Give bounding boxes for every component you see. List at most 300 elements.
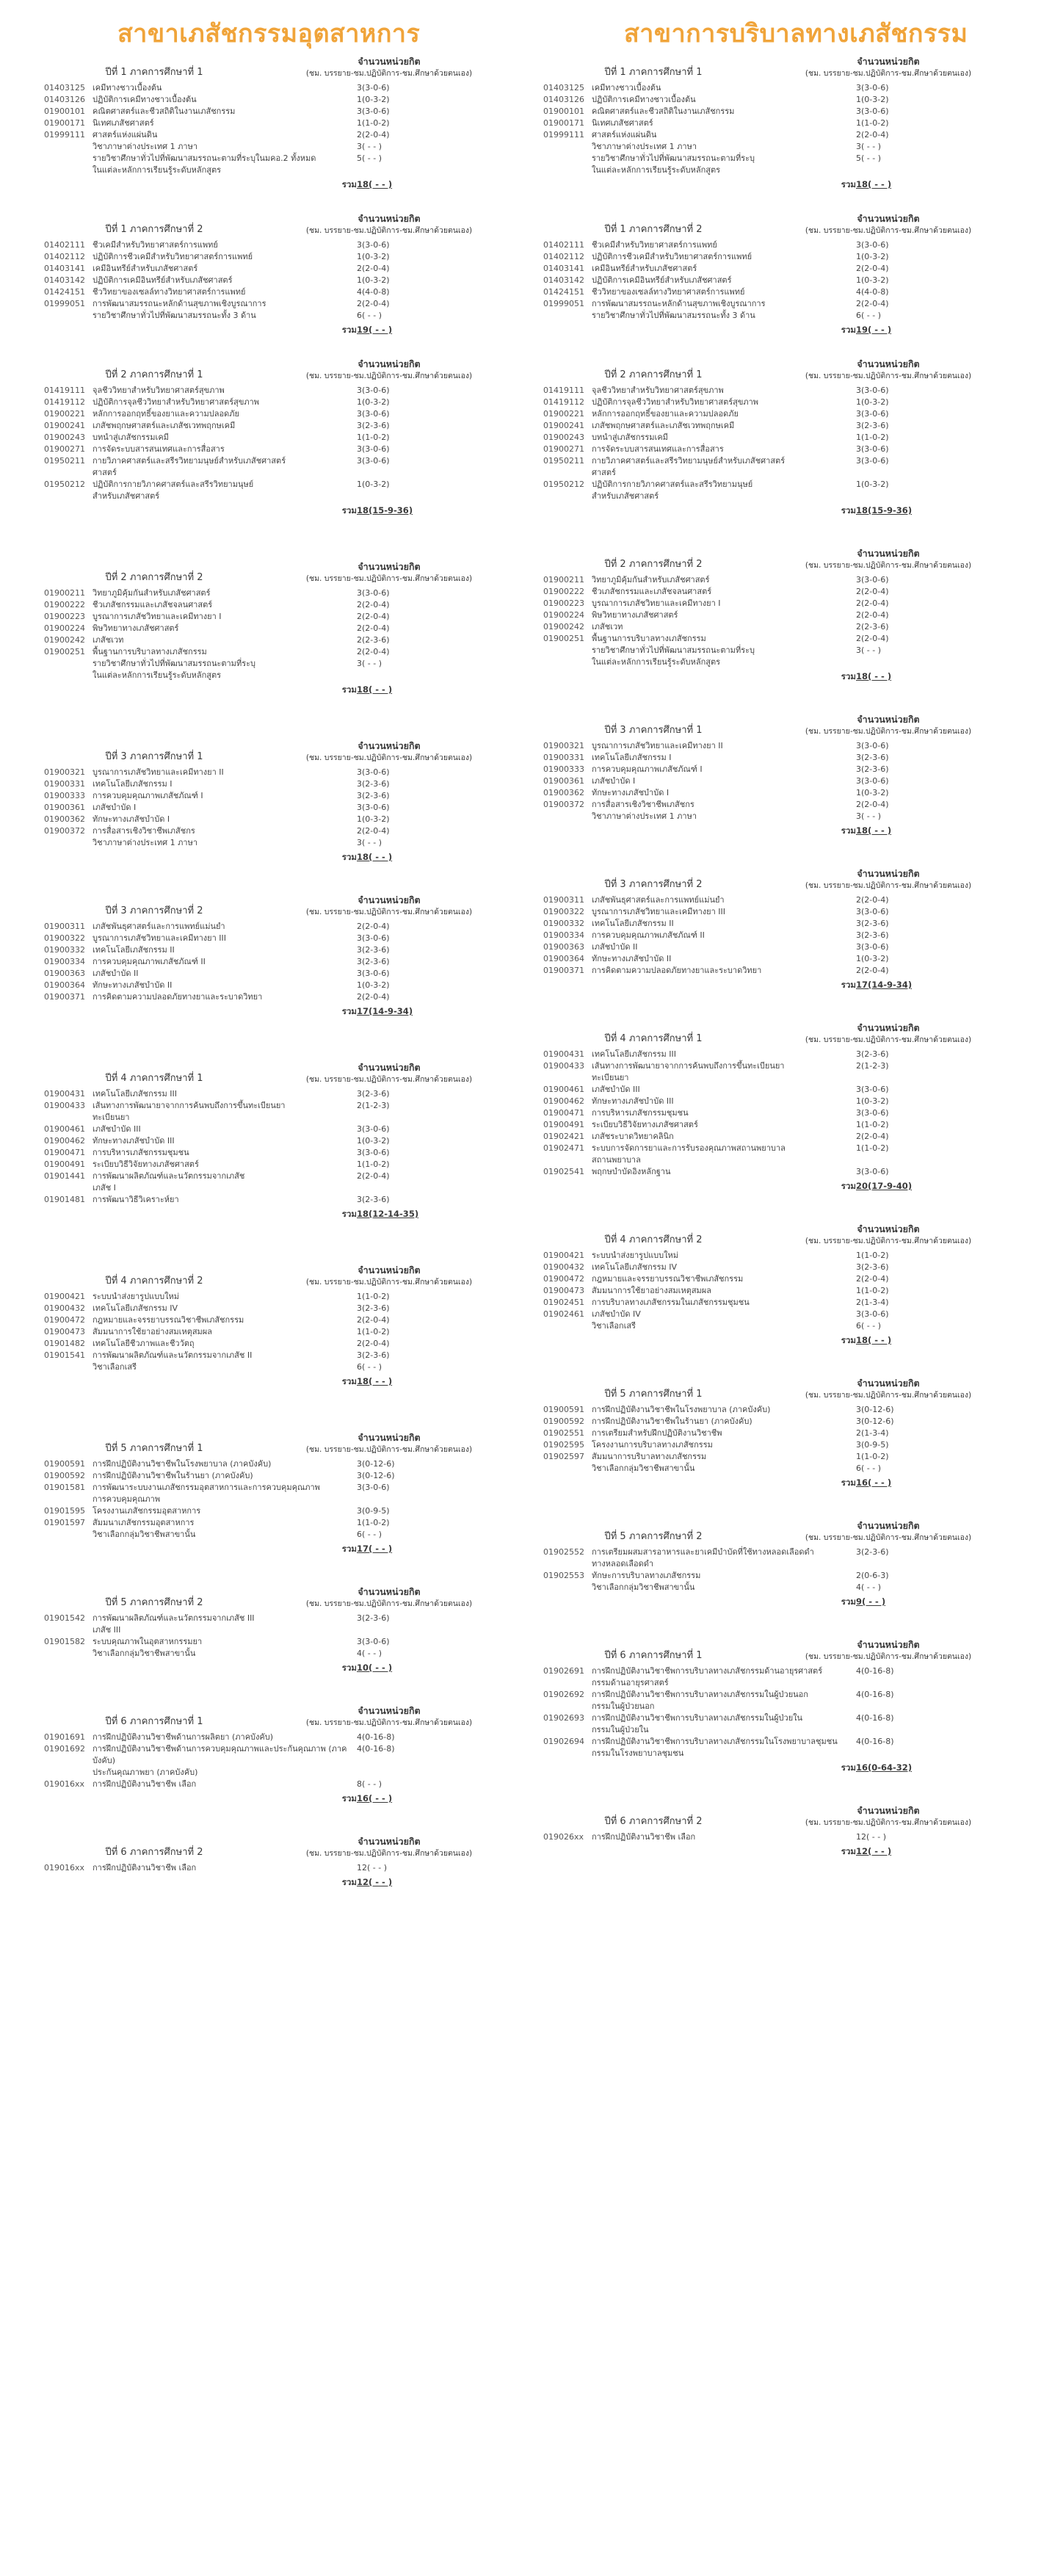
course-name: บูรณาการเภสัชวิทยาและเคมีทางยา II xyxy=(592,741,723,750)
course-name: เภสัชบำบัด I xyxy=(93,803,137,812)
course-credits: 2(2-0-4) xyxy=(856,299,889,308)
course-row xyxy=(543,164,1013,176)
section-spacer xyxy=(543,1347,1013,1376)
course-credits xyxy=(357,164,445,176)
semester-block xyxy=(543,211,1013,336)
course-row xyxy=(44,1529,514,1541)
course-row xyxy=(44,1648,514,1660)
course-row xyxy=(44,1779,514,1790)
course-name: การฝึกปฏิบัติงานวิชาชีพการบริบาลทางเภสัชกรรมในผู้ป่วยนอก xyxy=(592,1690,808,1699)
course-name: วิชาภาษาต่างประเทศ 1 ภาษา xyxy=(592,142,697,151)
course-code: 01900333 xyxy=(44,791,85,800)
semester-title: ปีที่ 6 ภาคการศึกษาที่ 1 xyxy=(604,1650,703,1661)
semester-block xyxy=(543,1376,1013,1489)
total-value: 10( - - ) xyxy=(357,1663,393,1673)
course-name: ปฏิบัติการเคมีอินทรีย์สำหรับเภสัชศาสตร์ xyxy=(93,275,233,285)
course-row xyxy=(543,432,1013,444)
course-credits: 4(0-16-8) xyxy=(357,1744,395,1754)
course-credits: 2(2-0-4) xyxy=(357,826,390,836)
course-name: ระบบนำส่งยารูปแบบใหม่ xyxy=(93,1292,180,1301)
semester-title: ปีที่ 5 ภาคการศึกษาที่ 1 xyxy=(604,1389,703,1400)
course-row xyxy=(543,965,1013,977)
course-name: การพัฒนาสมรรถนะหลักด้านสุขภาพเชิงบูรณาการ xyxy=(592,299,766,308)
course-code: 01900433 xyxy=(44,1101,85,1110)
semester-total xyxy=(44,683,514,696)
course-code: 01900491 xyxy=(543,1120,584,1129)
course-credits xyxy=(357,1182,445,1194)
section-spacer xyxy=(543,1608,1013,1638)
total-label: รวม xyxy=(841,671,856,681)
credit-header-label: จำนวนหน่วยกิต xyxy=(358,1586,421,1597)
course-code: 019026xx xyxy=(543,1832,584,1842)
course-row xyxy=(543,1546,1013,1558)
course-name: ปฏิบัติการชีวเคมีสำหรับวิทยาศาสตร์การแพทย์ xyxy=(93,252,253,261)
total-label: รวม xyxy=(841,825,856,836)
course-name: ประกันคุณภาพยา (ภาคบังคับ) xyxy=(93,1768,198,1777)
course-row xyxy=(44,1361,514,1373)
credit-header xyxy=(264,1586,514,1610)
course-row xyxy=(44,1470,514,1482)
course-name: เคมีอินทรีย์สำหรับเภสัชศาสตร์ xyxy=(592,264,697,273)
course-code: 01902471 xyxy=(543,1143,584,1153)
credit-header-label: จำนวนหน่วยกิต xyxy=(358,358,421,369)
course-credits: 3(3-0-6) xyxy=(357,456,390,466)
course-name: เทคโนโลยีเภสัชกรรม III xyxy=(592,1049,677,1059)
semester-header xyxy=(543,1376,1013,1404)
course-name: กรรมในผู้ป่วยใน xyxy=(592,1725,649,1734)
course-name: รายวิชาศึกษาทั่วไปที่พัฒนาสมรรถนะตามที่ระบุในมคอ.2 ทั้งหมด xyxy=(93,153,316,163)
course-row xyxy=(44,1182,514,1194)
course-row xyxy=(543,1404,1013,1416)
total-value: 17( - - ) xyxy=(357,1544,393,1554)
semester-title: ปีที่ 1 ภาคการศึกษาที่ 1 xyxy=(604,67,703,78)
course-credits: 4( - - ) xyxy=(856,1582,882,1592)
credit-header-note: (ชม. บรรยาย-ชม.ปฏิบัติการ-ชม.ศึกษาด้วยตนเอง) xyxy=(305,574,473,583)
section-spacer xyxy=(44,1220,514,1263)
credit-header-note: (ชม. บรรยาย-ชม.ปฏิบัติการ-ชม.ศึกษาด้วยตนเอง) xyxy=(805,1391,972,1400)
semester-block xyxy=(44,1834,514,1889)
course-name: การฝึกปฏิบัติงานวิชาชีพ เลือก xyxy=(93,1863,197,1873)
course-name: เทคโนโลยีเภสัชกรรม IV xyxy=(93,1303,178,1313)
course-credits: 6( - - ) xyxy=(357,1530,382,1539)
course-code: 01900333 xyxy=(543,764,584,774)
course-row xyxy=(44,1338,514,1350)
credit-header-label: จำนวนหน่วยกิต xyxy=(358,213,421,224)
course-row xyxy=(44,814,514,825)
semester-block xyxy=(543,1638,1013,1774)
credit-header-label: จำนวนหน่วยกิต xyxy=(358,1432,421,1443)
semester-total xyxy=(543,978,1013,991)
credit-header-note: (ชม. บรรยาย-ชม.ปฏิบัติการ-ชม.ศึกษาด้วยตนเอง) xyxy=(305,372,473,380)
course-name: การควบคุมคุณภาพเภสัชภัณฑ์ I xyxy=(592,764,703,774)
course-row xyxy=(543,106,1013,117)
course-code xyxy=(543,1463,592,1475)
credit-header-note: (ชม. บรรยาย-ชม.ปฏิบัติการ-ชม.ศึกษาด้วยตนเอง) xyxy=(805,881,972,890)
course-code: 01900222 xyxy=(543,587,584,596)
course-credits xyxy=(357,467,445,479)
total-value: 18(15-9-36) xyxy=(357,505,413,515)
semester-title: ปีที่ 1 ภาคการศึกษาที่ 1 xyxy=(105,67,203,78)
course-credits: 2(1-2-3) xyxy=(357,1101,390,1110)
course-code: 01900224 xyxy=(543,610,584,620)
course-name: วิชาภาษาต่างประเทศ 1 ภาษา xyxy=(592,811,697,821)
course-code: 01900591 xyxy=(543,1405,584,1414)
semester-total xyxy=(44,1207,514,1220)
total-label: รวม xyxy=(341,684,357,695)
course-name: การควบคุมคุณภาพ xyxy=(93,1494,161,1504)
course-row xyxy=(44,1505,514,1517)
course-name: พฤกษบำบัดอิงหลักฐาน xyxy=(592,1167,671,1176)
credit-header xyxy=(763,1805,1013,1828)
section-spacer xyxy=(44,517,514,560)
semester-header xyxy=(543,357,1013,385)
credit-header xyxy=(763,1022,1013,1046)
section-spacer xyxy=(543,837,1013,866)
course-code xyxy=(44,1112,93,1124)
course-row xyxy=(44,298,514,310)
semester-total xyxy=(543,1595,1013,1608)
credit-header-note: (ชม. บรรยาย-ชม.ปฏิบัติการ-ชม.ศึกษาด้วยตนเอง) xyxy=(805,1237,972,1245)
course-credits: 1(1-0-2) xyxy=(357,1518,390,1527)
semester-block xyxy=(543,357,1013,517)
course-row xyxy=(44,82,514,94)
credit-header-label: จำนวนหน่วยกิต xyxy=(857,1805,920,1816)
course-credits: 2(2-0-4) xyxy=(357,1339,390,1348)
course-row xyxy=(543,811,1013,822)
course-code: 01900311 xyxy=(44,922,85,931)
course-row xyxy=(543,408,1013,420)
course-row xyxy=(44,1100,514,1112)
course-credits: 3(3-0-6) xyxy=(856,907,889,916)
course-code: 01900433 xyxy=(543,1061,584,1071)
course-name: คณิตศาสตร์และชีวสถิติในงานเภสัชกรรม xyxy=(592,106,735,116)
course-name: เภสัชบำบัด IV xyxy=(592,1309,641,1319)
course-credits: 3(3-0-6) xyxy=(856,456,889,466)
course-credits: 4(0-16-8) xyxy=(856,1713,894,1723)
course-code: 01403141 xyxy=(543,264,584,273)
course-code xyxy=(44,1648,93,1660)
course-name: หลักการออกฤทธิ์ของยาและความปลอดภัย xyxy=(592,409,739,419)
course-row xyxy=(543,1285,1013,1297)
course-code: 01402111 xyxy=(543,240,584,250)
course-credits: 2(2-3-6) xyxy=(357,635,390,645)
course-name: ทางหลอดเลือดดำ xyxy=(592,1559,654,1569)
course-credits: 1(0-3-2) xyxy=(856,275,889,285)
credit-header-label: จำนวนหน่วยกิต xyxy=(857,213,920,224)
course-name: ศาสตร์ xyxy=(592,468,616,477)
course-credits: 3(2-3-6) xyxy=(357,945,390,955)
course-name: วิชาเลือกกลุ่มวิชาชีพสาขานั้น xyxy=(93,1530,196,1539)
course-row xyxy=(543,953,1013,965)
total-label: รวม xyxy=(341,1663,357,1673)
course-name: เทคโนโลยีชีวภาพและชีววัตถุ xyxy=(93,1339,195,1348)
course-row xyxy=(44,455,514,467)
course-credits: 1(0-3-2) xyxy=(856,252,889,261)
course-credits xyxy=(856,1072,944,1084)
course-name: เภสัชเวท xyxy=(93,635,124,645)
credit-header-label: จำนวนหน่วยกิต xyxy=(857,1520,920,1531)
course-name: เภสัชบำบัด I xyxy=(592,776,636,786)
semester-header xyxy=(44,1834,514,1862)
course-name: การจัดระบบสารสนเทศและการสื่อสาร xyxy=(592,444,724,454)
course-row xyxy=(543,1273,1013,1285)
semester-title: ปีที่ 3 ภาคการศึกษาที่ 1 xyxy=(604,725,703,736)
course-name: วิทยาภูมิคุ้มกันสำหรับเภสัชศาสตร์ xyxy=(592,575,710,585)
course-row xyxy=(44,1194,514,1206)
course-row xyxy=(543,787,1013,799)
course-credits: 3( - - ) xyxy=(357,659,382,668)
course-row xyxy=(44,1171,514,1182)
course-credits xyxy=(856,164,944,176)
course-name: วิชาเลือกกลุ่มวิชาชีพสาขานั้น xyxy=(592,1464,695,1473)
course-name: ระบบการจัดการยาและการรับรองคุณภาพสถานพยาบาล xyxy=(592,1143,786,1153)
course-row xyxy=(44,1124,514,1135)
course-code: 01900171 xyxy=(44,118,85,128)
semester-block xyxy=(543,1519,1013,1608)
course-code: 01900332 xyxy=(44,945,85,955)
course-code xyxy=(543,1154,592,1166)
course-name: โครงงานเภสัชกรรมอุตสาหการ xyxy=(93,1506,201,1516)
course-credits: 1(1-0-2) xyxy=(357,1292,390,1301)
course-code xyxy=(44,1182,93,1194)
course-row xyxy=(44,1458,514,1470)
course-name: ทักษะทางเภสัชบำบัด III xyxy=(93,1136,175,1146)
course-name: การเตรียมสำหรับฝึกปฏิบัติงานวิชาชีพ xyxy=(592,1428,722,1438)
course-credits: 8( - - ) xyxy=(357,1779,382,1789)
semester-block xyxy=(543,866,1013,991)
semester-header xyxy=(543,1638,1013,1665)
course-credits: 3(3-0-6) xyxy=(856,942,889,952)
course-code: 01900364 xyxy=(44,980,85,990)
total-value: 19( - - ) xyxy=(856,325,892,335)
course-name: การคิดตามความปลอดภัยทางยาและระบาดวิทยา xyxy=(592,966,762,975)
course-code: 01900432 xyxy=(543,1262,584,1272)
course-code: 01900223 xyxy=(44,612,85,621)
course-code: 01402112 xyxy=(44,252,85,261)
course-name: การฝึกปฏิบัติงานวิชาชีพในร้านยา (ภาคบังคับ) xyxy=(93,1471,253,1480)
course-row xyxy=(543,894,1013,906)
course-name: ในแต่ละหลักการเรียนรู้ระดับหลักสูตร xyxy=(592,657,721,667)
course-name: วิชาเลือกกลุ่มวิชาชีพสาขานั้น xyxy=(93,1649,196,1658)
semester-title: ปีที่ 3 ภาคการศึกษาที่ 1 xyxy=(105,751,203,762)
semester-total xyxy=(543,1334,1013,1347)
course-name: เทคโนโลยีเภสัชกรรม I xyxy=(592,753,672,762)
section-spacer xyxy=(44,864,514,893)
course-name: ปฏิบัติการเคมีอินทรีย์สำหรับเภสัชศาสตร์ xyxy=(592,275,732,285)
credit-header-note: (ชม. บรรยาย-ชม.ปฏิบัติการ-ชม.ศึกษาด้วยตนเอง) xyxy=(805,1652,972,1661)
course-row xyxy=(543,1143,1013,1154)
course-name: เทคโนโลยีเภสัชกรรม IV xyxy=(592,1262,678,1272)
section-spacer xyxy=(543,683,1013,712)
course-code: 01900311 xyxy=(543,895,584,905)
course-name: การคิดตามความปลอดภัยทางยาและระบาดวิทยา xyxy=(93,992,263,1002)
course-credits: 2(2-0-4) xyxy=(357,1171,390,1181)
course-name: ระบบคุณภาพในอุตสาหกรรมยา xyxy=(93,1637,203,1646)
industrial-pharmacy-column xyxy=(44,0,514,1909)
credit-header-label: จำนวนหน่วยกิต xyxy=(857,358,920,369)
section-spacer xyxy=(543,517,1013,546)
course-credits: 2(2-0-4) xyxy=(357,623,390,633)
course-code xyxy=(44,491,93,502)
course-name: การบริหารเภสัชกรรมชุมชน xyxy=(592,1108,689,1118)
course-code: 01902693 xyxy=(543,1713,584,1723)
course-name: การฝึกปฏิบัติงานวิชาชีพในโรงพยาบาล (ภาคบังคับ) xyxy=(93,1459,272,1469)
course-credits: 1(0-3-2) xyxy=(357,95,390,104)
course-row xyxy=(543,286,1013,298)
course-code: 01900462 xyxy=(44,1136,85,1146)
course-row xyxy=(543,1701,1013,1712)
course-code: 01403125 xyxy=(543,83,584,93)
course-name: เภสัช I xyxy=(93,1183,116,1193)
course-name: กรรมในผู้ป่วยนอก xyxy=(592,1701,655,1711)
course-credits: 3(2-3-6) xyxy=(856,1547,889,1557)
course-name: นิเทศเภสัชศาสตร์ xyxy=(592,118,653,128)
total-value: 16( - - ) xyxy=(357,1793,393,1803)
course-credits xyxy=(856,1154,944,1166)
course-credits: 1(1-0-2) xyxy=(856,118,889,128)
course-name: ปฏิบัติการกายวิภาคศาสตร์และสรีรวิทยามนุษย์ xyxy=(592,480,753,489)
credit-header-label: จำนวนหน่วยกิต xyxy=(358,1062,421,1073)
section-spacer xyxy=(543,336,1013,357)
course-credits: 6( - - ) xyxy=(856,1321,882,1331)
course-row xyxy=(543,82,1013,94)
course-code: 01900471 xyxy=(543,1108,584,1118)
course-code: 01900271 xyxy=(44,444,85,454)
course-code xyxy=(543,811,592,822)
course-credits: 3(2-3-6) xyxy=(856,753,889,762)
course-name: เภสัชระบาดวิทยาคลินิก xyxy=(592,1132,674,1141)
course-credits: 1(1-0-2) xyxy=(856,1286,889,1295)
section-spacer xyxy=(543,991,1013,1021)
course-row xyxy=(543,906,1013,918)
program-title: สาขาการบริบาลทางเภสัชกรรม xyxy=(624,19,968,48)
course-code xyxy=(543,1724,592,1736)
course-code xyxy=(543,164,592,176)
total-value: 18(15-9-36) xyxy=(856,505,913,515)
course-name: บูรณาการเภสัชวิทยาและเคมีทางยา I xyxy=(592,598,721,608)
semester-title: ปีที่ 5 ภาคการศึกษาที่ 1 xyxy=(105,1443,203,1454)
course-name: การพัฒนาสมรรถนะหลักด้านสุขภาพเชิงบูรณาการ xyxy=(93,299,266,308)
course-name: กรรมด้านอายุรศาสตร์ xyxy=(592,1678,669,1687)
semester-total xyxy=(44,323,514,336)
course-row xyxy=(44,397,514,408)
section-spacer xyxy=(44,1388,514,1430)
course-code: 01900372 xyxy=(44,826,85,836)
course-code: 01901692 xyxy=(44,1744,85,1754)
course-row xyxy=(44,623,514,634)
course-code: 019016xx xyxy=(44,1863,85,1873)
semester-total xyxy=(44,178,514,191)
total-value: 18( - - ) xyxy=(856,1335,892,1345)
course-name: ทักษะทางเภสัชบำบัด I xyxy=(93,814,170,824)
course-name: ปฏิบัติการเคมีทางชาวเบื้องต้น xyxy=(93,95,197,104)
semester-total xyxy=(543,1179,1013,1193)
course-row xyxy=(44,1517,514,1529)
course-code: 01900251 xyxy=(543,634,584,643)
course-row xyxy=(44,968,514,980)
course-row xyxy=(44,1636,514,1648)
course-code: 01902461 xyxy=(543,1309,584,1319)
course-credits: 3(3-0-6) xyxy=(357,83,390,93)
course-credits: 3(3-0-6) xyxy=(856,106,889,116)
course-credits: 3(2-3-6) xyxy=(357,1195,390,1204)
course-credits: 4(0-16-8) xyxy=(357,1732,395,1742)
course-credits: 3(3-0-6) xyxy=(357,969,390,978)
credit-header xyxy=(763,56,1013,79)
course-row xyxy=(543,621,1013,633)
course-code: 01900242 xyxy=(543,622,584,632)
total-label: รวม xyxy=(341,1006,357,1016)
course-row xyxy=(44,129,514,141)
course-credits: 3(3-0-6) xyxy=(856,1167,889,1176)
course-credits: 3(2-3-6) xyxy=(357,1613,390,1623)
course-code: 01999111 xyxy=(543,130,584,140)
semester-header xyxy=(44,1263,514,1291)
course-row xyxy=(543,656,1013,668)
course-credits: 2(0-6-3) xyxy=(856,1571,889,1580)
semester-list xyxy=(543,54,1013,1878)
course-name: การฝึกปฏิบัติงานวิชาชีพการบริบาลทางเภสัชกรรมในผู้ป่วยใน xyxy=(592,1713,803,1723)
course-row xyxy=(44,1088,514,1100)
course-code: 01900211 xyxy=(44,588,85,598)
course-row xyxy=(543,930,1013,941)
course-code: 01403142 xyxy=(543,275,584,285)
course-row xyxy=(543,1748,1013,1759)
course-code: 01901482 xyxy=(44,1339,85,1348)
course-row xyxy=(44,491,514,502)
course-row xyxy=(543,94,1013,106)
semester-block xyxy=(44,211,514,336)
course-row xyxy=(543,609,1013,621)
course-credits: 3(3-0-6) xyxy=(856,444,889,454)
course-code: 01901441 xyxy=(44,1171,85,1181)
course-code xyxy=(543,141,592,153)
course-name: ปฏิบัติการเคมีทางชาวเบื้องต้น xyxy=(592,95,696,104)
course-name: จุลชีววิทยาสำหรับวิทยาศาสตร์สุขภาพ xyxy=(93,386,225,395)
course-code xyxy=(543,1072,592,1084)
course-row xyxy=(543,444,1013,455)
course-name: บทนำสู่เภสัชกรรมเคมี xyxy=(592,433,668,442)
course-code: 01900363 xyxy=(44,969,85,978)
course-code: 01403126 xyxy=(44,95,85,104)
course-row xyxy=(44,933,514,944)
course-code: 01900364 xyxy=(543,954,584,963)
course-name: ทะเบียนยา xyxy=(93,1112,130,1122)
course-code xyxy=(44,153,93,164)
course-code: 01900223 xyxy=(543,598,584,608)
course-row xyxy=(44,106,514,117)
semester-total xyxy=(543,1476,1013,1489)
course-code: 01901595 xyxy=(44,1506,85,1516)
course-row xyxy=(543,1250,1013,1262)
course-code: 01419112 xyxy=(44,397,85,407)
credit-header xyxy=(763,1520,1013,1544)
credit-header xyxy=(264,561,514,585)
course-credits: 3(2-3-6) xyxy=(357,957,390,966)
course-credits: 3(3-0-6) xyxy=(856,240,889,250)
course-row xyxy=(543,153,1013,164)
course-code: 01900243 xyxy=(543,433,584,442)
course-row xyxy=(44,790,514,802)
course-row xyxy=(44,837,514,849)
course-credits: 1(1-0-2) xyxy=(357,433,390,442)
course-name: ชีวเคมีสำหรับวิทยาศาสตร์การแพทย์ xyxy=(93,240,218,250)
course-credits: 3(2-3-6) xyxy=(357,791,390,800)
course-name: ศาสตร์แห่งแผ่นดิน xyxy=(592,130,657,140)
course-row xyxy=(44,991,514,1003)
course-code: 01900473 xyxy=(44,1327,85,1336)
course-row xyxy=(44,1732,514,1743)
